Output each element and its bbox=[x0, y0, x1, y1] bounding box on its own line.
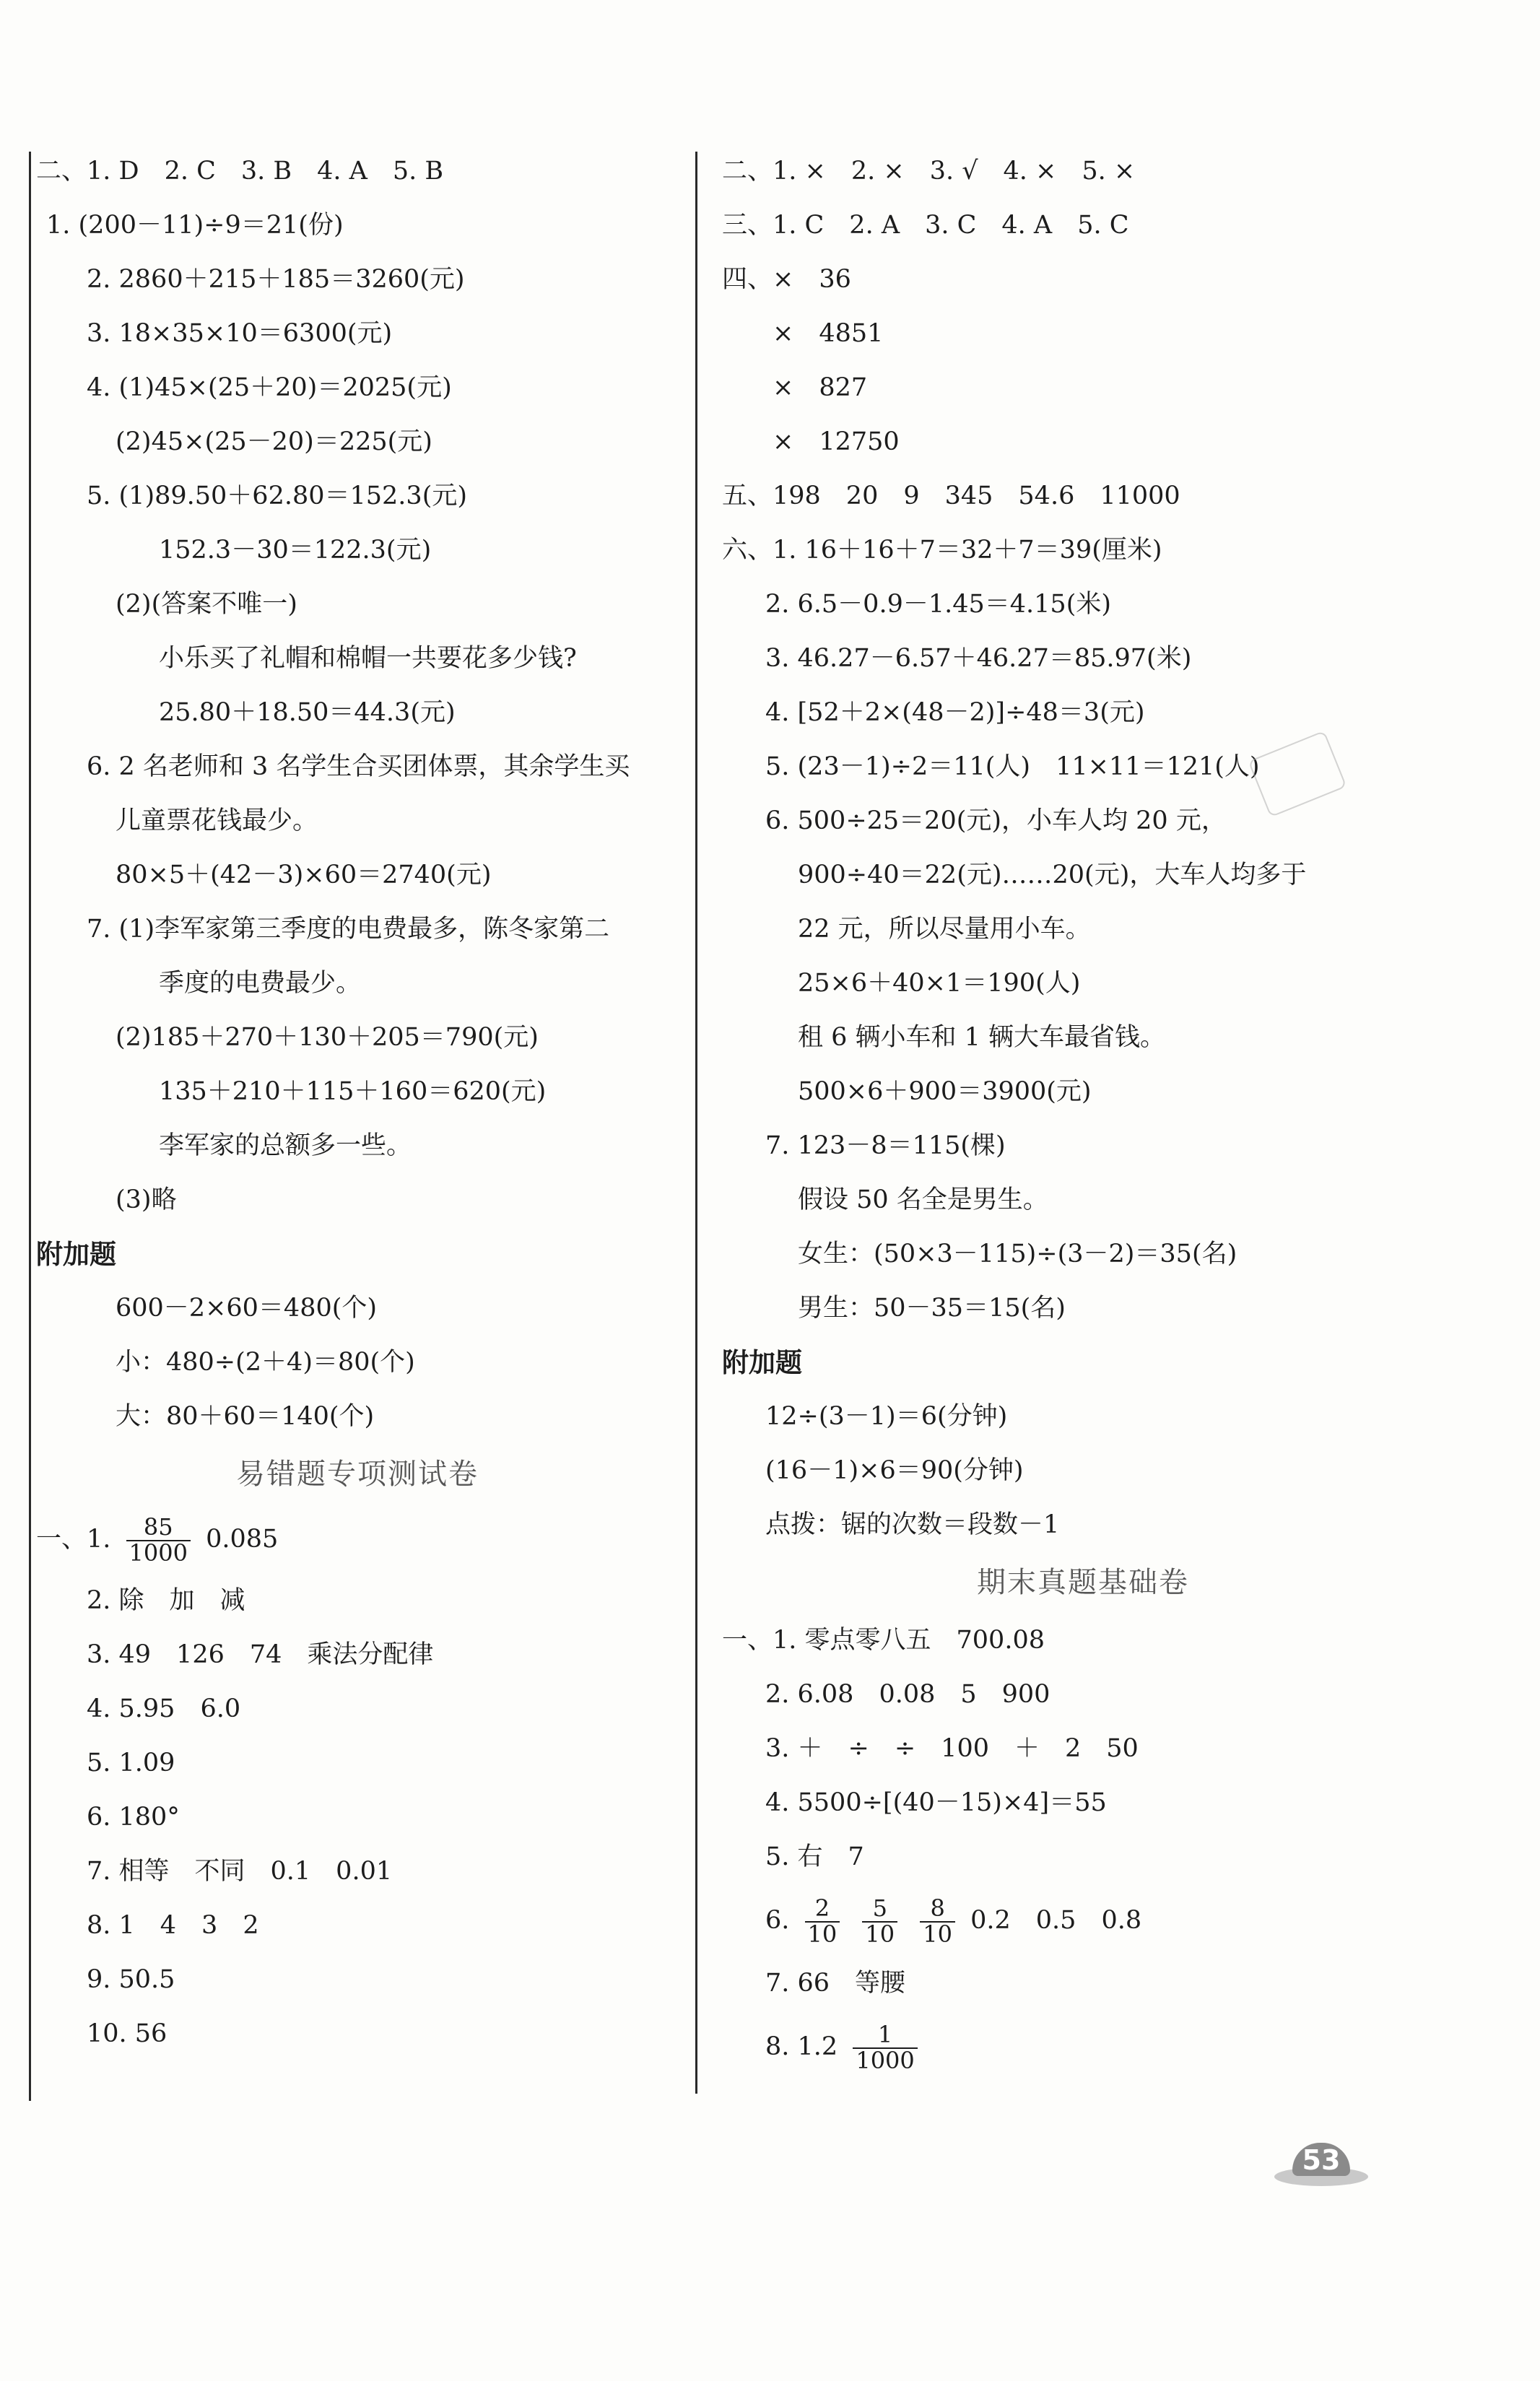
answer-line: (3)略 bbox=[116, 1185, 177, 1214]
answer-line: 25×6＋40×1＝190(人) bbox=[798, 969, 1081, 998]
answer-line: 男生：50－35＝15(名) bbox=[798, 1294, 1066, 1323]
answer-line: 四、× 36 bbox=[722, 265, 851, 294]
answer-line: 500×6＋900＝3900(元) bbox=[798, 1077, 1092, 1106]
answer-line: 6. 180° bbox=[87, 1803, 180, 1832]
answer-line: 点拨：锯的次数＝段数－1 bbox=[765, 1510, 1060, 1539]
left-column bbox=[36, 144, 679, 2061]
item-prefix: 6. bbox=[765, 1906, 790, 1935]
column-divider bbox=[695, 152, 697, 2094]
answer-line: 8. 1 4 3 2 bbox=[87, 1911, 259, 1940]
answer-line: (16－1)×6＝90(分钟) bbox=[765, 1456, 1024, 1485]
answer-line: 12÷(3－1)＝6(分钟) bbox=[765, 1402, 1008, 1431]
fraction-numerator: 1 bbox=[853, 2023, 917, 2049]
item-prefix: 8. 1.2 bbox=[765, 2032, 838, 2061]
answer-line: 80×5＋(42－3)×60＝2740(元) bbox=[116, 861, 492, 889]
answer-line: 22 元，所以尽量用小车。 bbox=[798, 915, 1091, 944]
answer-line: 5. (1)89.50＋62.80＝152.3(元) bbox=[87, 482, 467, 510]
fraction-denominator: 10 bbox=[807, 1920, 838, 1948]
answer-line: 25.80＋18.50＝44.3(元) bbox=[159, 698, 456, 727]
answer-line: 9. 50.5 bbox=[87, 1965, 175, 1994]
answer-line: 租 6 辆小车和 1 辆大车最省钱。 bbox=[798, 1023, 1166, 1052]
answer-line: 7. 123－8＝115(棵) bbox=[765, 1131, 1006, 1160]
answer-line: 4. 5500÷[(40－15)×4]＝55 bbox=[765, 1788, 1107, 1817]
answer-line: 六、1. 16＋16＋7＝32＋7＝39(厘米) bbox=[722, 536, 1162, 565]
fraction-numerator: 8 bbox=[920, 1897, 955, 1923]
answer-line: 4. (1)45×(25＋20)＝2025(元) bbox=[87, 373, 452, 402]
answer-line: 6. 2 名老师和 3 名学生合买团体票，其余学生买 bbox=[87, 752, 630, 781]
answer-line: 季度的电费最少。 bbox=[159, 969, 362, 998]
answer-line: 小：480÷(2＋4)＝80(个) bbox=[116, 1348, 415, 1377]
answer-line: × 4851 bbox=[773, 319, 884, 348]
fraction-numerator: 85 bbox=[126, 1515, 191, 1541]
answer-line: (2)45×(25－20)＝225(元) bbox=[116, 427, 432, 456]
answer-line: 4. [52＋2×(48－2)]÷48＝3(元) bbox=[765, 698, 1145, 727]
answer-line: 2. 6.08 0.08 5 900 bbox=[765, 1680, 1050, 1709]
answer-line-fraction bbox=[36, 1505, 679, 1574]
answer-line: 2. 2860＋215＋185＝3260(元) bbox=[87, 265, 465, 294]
answer-line: 3. 18×35×10＝6300(元) bbox=[87, 319, 393, 348]
answer-line: 4. 5.95 6.0 bbox=[87, 1694, 241, 1723]
right-column bbox=[722, 144, 1444, 2083]
answer-line: 三、1. C 2. A 3. C 4. A 5. C bbox=[722, 211, 1129, 240]
answer-line-fractions bbox=[722, 1884, 1444, 1956]
answer-line: 小乐买了礼帽和棉帽一共要花多少钱? bbox=[159, 644, 577, 673]
answer-line: 二、1. D 2. C 3. B 4. A 5. B bbox=[36, 157, 444, 186]
answer-line: × 12750 bbox=[773, 427, 900, 456]
item-prefix: 一、1. bbox=[36, 1525, 111, 1554]
answer-line: 女生：(50×3－115)÷(3－2)＝35(名) bbox=[798, 1240, 1237, 1268]
fraction bbox=[920, 1894, 955, 1948]
answer-line: 五、198 20 9 345 54.6 11000 bbox=[722, 482, 1180, 510]
answer-line: 二、1. × 2. × 3. √ 4. × 5. × bbox=[722, 157, 1136, 186]
fraction bbox=[862, 1894, 897, 1948]
answer-line: 135＋210＋115＋160＝620(元) bbox=[159, 1077, 547, 1106]
answer-line: 900÷40＝22(元)……20(元)，大车人均多于 bbox=[798, 861, 1307, 889]
answer-line: 3. 46.27－6.57＋46.27＝85.97(米) bbox=[765, 644, 1192, 673]
extra-question-heading: 附加题 bbox=[36, 1239, 116, 1270]
section-title: 易错题专项测试卷 bbox=[236, 1458, 479, 1491]
fraction-denominator: 1000 bbox=[129, 1538, 188, 1567]
answer-line: 3. 49 126 74 乘法分配律 bbox=[87, 1640, 434, 1669]
fraction bbox=[853, 2020, 917, 2074]
answer-line: 儿童票花钱最少。 bbox=[116, 806, 318, 835]
decimal-values: 0.2 0.5 0.8 bbox=[970, 1906, 1142, 1935]
answer-line: 5. 右 7 bbox=[765, 1842, 864, 1871]
answer-line: (2)(答案不唯一) bbox=[116, 590, 297, 619]
fraction-denominator: 1000 bbox=[856, 2046, 915, 2074]
answer-line: (2)185＋270＋130＋205＝790(元) bbox=[116, 1023, 539, 1052]
answer-line: 1. (200－11)÷9＝21(份) bbox=[46, 211, 344, 240]
left-margin-rule bbox=[29, 152, 31, 2101]
answer-line: × 827 bbox=[773, 373, 868, 402]
fraction-denominator: 10 bbox=[923, 1920, 952, 1948]
answer-line: 大：80＋60＝140(个) bbox=[116, 1402, 375, 1431]
fraction-numerator: 5 bbox=[862, 1897, 897, 1923]
fraction-numerator: 2 bbox=[805, 1897, 840, 1923]
answer-line: 2. 除 加 减 bbox=[87, 1586, 245, 1615]
decimal-value: 0.085 bbox=[206, 1525, 279, 1554]
section-title: 期末真题基础卷 bbox=[977, 1566, 1189, 1599]
answer-line: 7. (1)李军家第三季度的电费最多，陈冬家第二 bbox=[87, 915, 610, 944]
answer-line: 5. 1.09 bbox=[87, 1749, 175, 1777]
answer-line: 假设 50 名全是男生。 bbox=[798, 1185, 1048, 1214]
page-number: 53 bbox=[1292, 2143, 1350, 2176]
fraction bbox=[126, 1512, 191, 1567]
answer-line: 600－2×60＝480(个) bbox=[116, 1294, 378, 1323]
fraction-denominator: 10 bbox=[865, 1920, 895, 1948]
answer-line: 6. 500÷25＝20(元)，小车人均 20 元， bbox=[765, 806, 1227, 835]
answer-line: 5. (23－1)÷2＝11(人) 11×11＝121(人) bbox=[765, 752, 1260, 781]
extra-question-heading: 附加题 bbox=[722, 1347, 802, 1378]
answer-line: 152.3－30＝122.3(元) bbox=[159, 536, 432, 565]
answer-line: 2. 6.5－0.9－1.45＝4.15(米) bbox=[765, 590, 1112, 619]
answer-line: 10. 56 bbox=[87, 2019, 168, 2048]
answer-line: 7. 66 等腰 bbox=[765, 1969, 906, 1998]
answer-line: 7. 相等 不同 0.1 0.01 bbox=[87, 1857, 393, 1886]
fraction bbox=[805, 1894, 840, 1948]
answer-line-fraction bbox=[722, 2011, 1444, 2083]
page-number-badge bbox=[1274, 2143, 1368, 2188]
answer-line: 李军家的总额多一些。 bbox=[159, 1131, 412, 1160]
answer-line: 一、1. 零点零八五 700.08 bbox=[722, 1626, 1045, 1655]
answer-line: 3. ＋ ÷ ÷ 100 ＋ 2 50 bbox=[765, 1734, 1139, 1763]
